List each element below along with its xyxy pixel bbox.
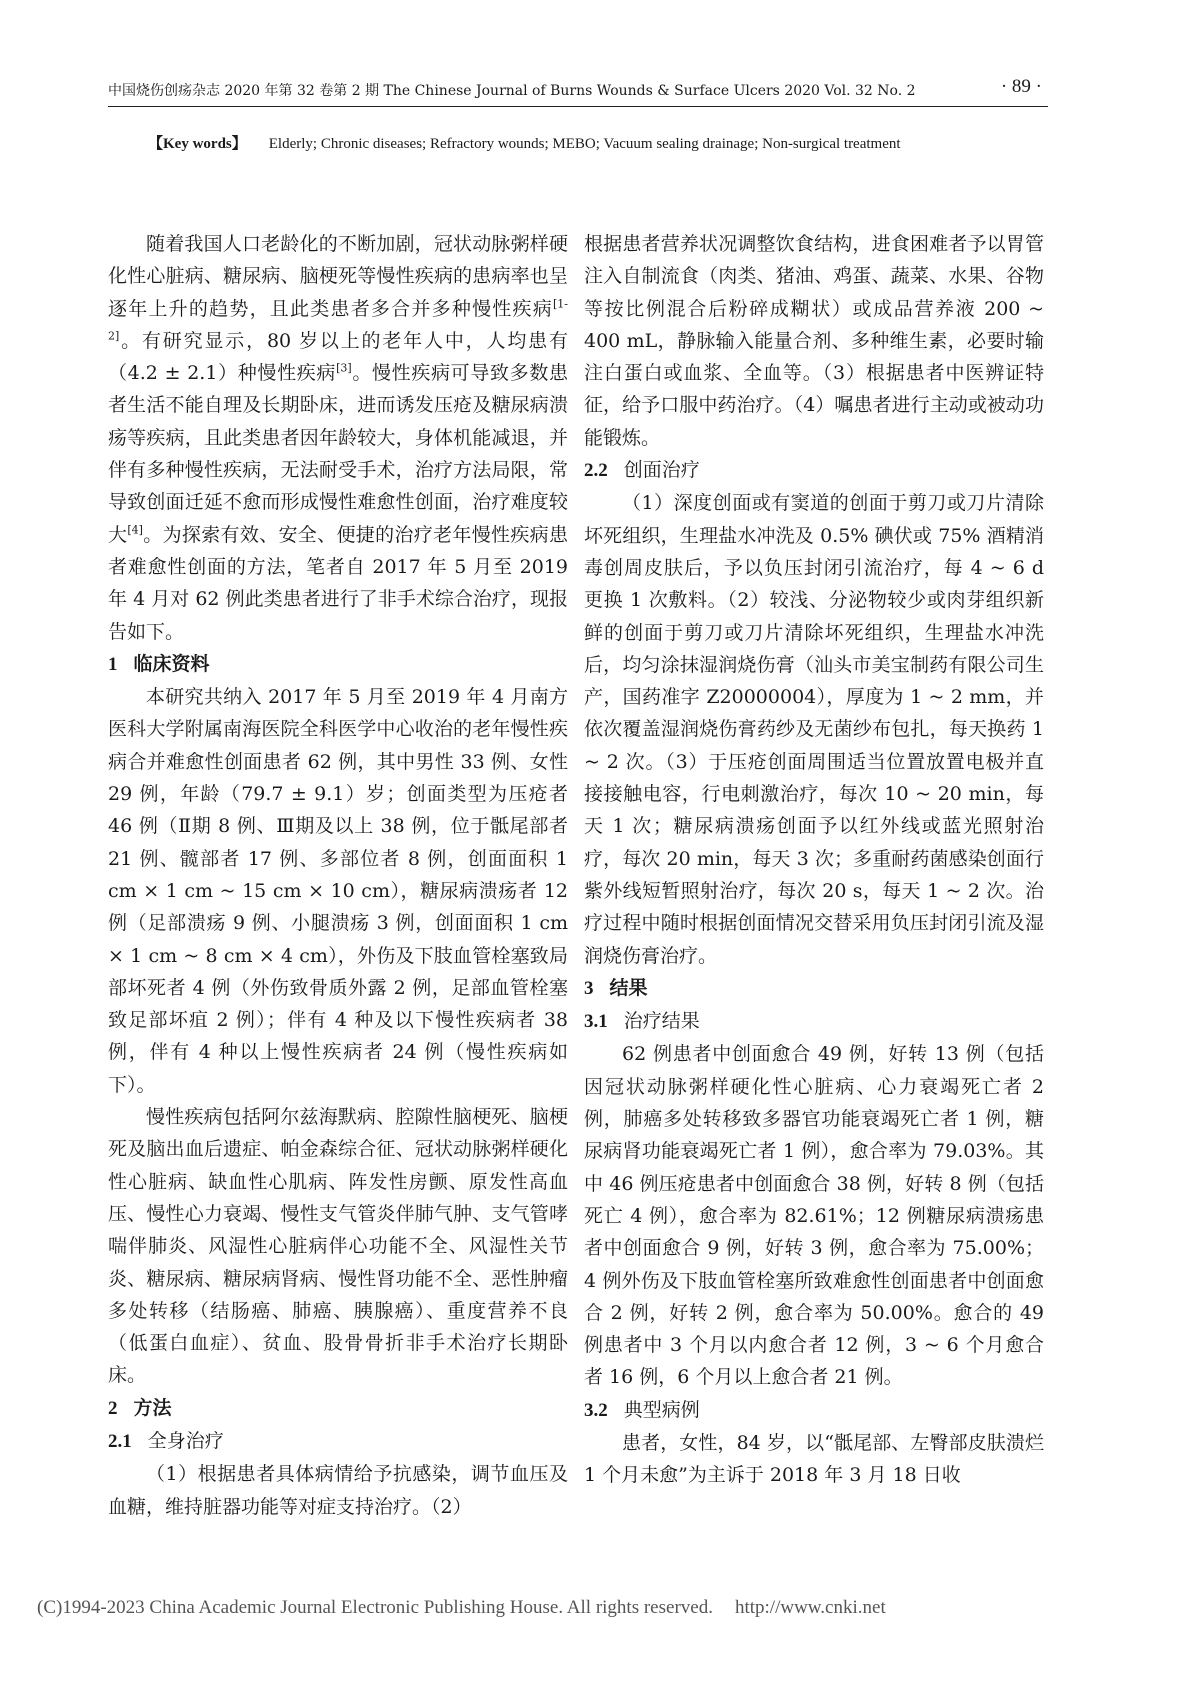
citation-ref: [4]: [127, 523, 143, 537]
running-header: [108, 78, 1048, 107]
intro-paragraph: [108, 228, 568, 648]
section-heading-2: [108, 1392, 568, 1425]
section-title: 结果: [609, 976, 648, 999]
cnki-link[interactable]: http://www.cnki.net: [734, 1597, 886, 1618]
left-column: [108, 228, 568, 1523]
body-paragraph: 本研究共纳入 2017 年 5 月至 2019 年 4 月南方医科大学附属南海医院全科医学中心收治的老年慢性疾病合并难愈性创面患者 62 例，其中男性 33 例、女性 29 例，年龄（79.7 ± 9.1）岁；创面类型为压疮者 46 例（Ⅱ期 8 例、Ⅲ期及以上 38 例，位于骶尾部者 21 例、髋部者 17 例、多部位者 8 例，创面面积 1 cm × 1 cm ~ 15 cm × 10 cm），糖尿病溃疡者 12 例（足部溃疡 9 例、小腿溃疡 3 例，创面面积 1 cm × 1 cm ~ 8 cm × 4 cm），外伤及下肢血管栓塞致局部坏死者 4 例（外伤致骨质外露 2 例，足部血管栓塞致足部坏疽 2 例）；伴有 4 种及以下慢性疾病者 38 例，伴有 4 种以上慢性疾病者 24 例（慢性疾病如下）。: [108, 686, 568, 1096]
section-number: 3.2: [584, 1399, 608, 1421]
citation-ref: [3]: [336, 361, 352, 375]
subsection-heading-3-2: [584, 1394, 1044, 1427]
intro-text-b: 。有研究显示，80 岁以上的老年人中，人均患有（4.2 ± 2.1）种慢性疾病: [108, 329, 568, 385]
body-paragraph: 患者，女性，84 岁，以“骶尾部、左臀部皮肤溃烂 1 个月未愈”为主诉于 2018 年 3 月 18 日收: [584, 1431, 1044, 1487]
keywords-text: Elderly; Chronic diseases; Refractory wounds; MEBO; Vacuum sealing drainage; Non-surgical treatment: [268, 136, 901, 152]
body-paragraph: 根据患者营养状况调整饮食结构，进食困难者予以胃管注入自制流食（肉类、猪油、鸡蛋、蔬菜、水果、谷物等按比例混合后粉碎成糊状）或成品营养液 200 ~ 400 mL，静脉输入能量合剂、多种维生素，必要时输注白蛋白或血浆、全血等。（3）根据患者中医辨证特征，给予口服中药治疗。（4）嘱患者进行主动或被动功能锻炼。: [584, 233, 1044, 449]
right-column: [584, 228, 1044, 1492]
subsection-heading-3-1: [584, 1005, 1044, 1038]
body-paragraph: （1）根据患者具体病情给予抗感染，调节血压及血糖，维持脏器功能等对症支持治疗。（2）: [108, 1463, 568, 1518]
page-number: · 89 ·: [1000, 76, 1042, 97]
keywords-block: [108, 128, 1048, 160]
section-title: 典型病例: [623, 1398, 700, 1421]
section-title: 全身治疗: [147, 1429, 224, 1452]
section-heading-3: [584, 972, 1044, 1005]
intro-text-a: 随着我国人口老龄化的不断加剧，冠状动脉粥样硬化性心脏病、糖尿病、脑梗死等慢性疾病的患病率也呈逐年上升的趋势，且此类患者多合并多种慢性疾病: [108, 233, 568, 320]
section-title: 治疗结果: [623, 1010, 700, 1033]
subsection-heading-2-1: [108, 1425, 568, 1458]
subsection-heading-2-2: [584, 454, 1044, 487]
intro-text-d: 。为探索有效、安全、便捷的治疗老年慢性疾病患者难愈性创面的方法，笔者自 2017 年 5 月至 2019 年 4 月对 62 例此类患者进行了非手术综合治疗，现报告如下。: [108, 523, 568, 643]
section-title: 创面治疗: [623, 459, 700, 482]
intro-text-c: 。慢性疾病可导致多数患者生活不能自理及长期卧床，进而诱发压疮及糖尿病溃疡等疾病，且此类患者因年龄较大，身体机能减退，并伴有多种慢性疾病，无法耐受手术，治疗方法局限，常导致创面迁延不愈而形成慢性难愈性创面，治疗难度较大: [108, 362, 568, 546]
section-number: 2.1: [108, 1430, 132, 1452]
body-paragraph: 慢性疾病包括阿尔兹海默病、腔隙性脑梗死、脑梗死及脑出血后遗症、帕金森综合征、冠状动脉粥样硬化性心脏病、缺血性心肌病、阵发性房颤、原发性高血压、慢性心力衰竭、慢性支气管炎伴肺气肿、支气管哮喘伴肺炎、风湿性心脏病伴心功能不全、风湿性关节炎、糖尿病、糖尿病肾病、慢性肾功能不全、恶性肿瘤多处转移（结肠癌、肺癌、胰腺癌）、重度营养不良（低蛋白血症）、贫血、股骨骨折非手术治疗长期卧床。: [108, 1106, 568, 1387]
section-number: 3: [584, 977, 594, 999]
keywords-label: 【Key words】: [148, 136, 247, 152]
copyright-footer: [37, 1597, 1167, 1619]
citation-ref: [1-2]: [108, 297, 568, 343]
section-number: 3.1: [584, 1011, 608, 1033]
section-title: 临床资料: [133, 652, 210, 675]
section-title: 方法: [133, 1396, 172, 1419]
journal-citation: 中国烧伤创疡杂志 2020 年第 32 卷第 2 期 The Chinese Journal of Burns Wounds & Surface Ulcers 2020 Vol. 32 No. 2: [108, 83, 916, 99]
section-heading-1: [108, 648, 568, 681]
body-paragraph: （1）深度创面或有窦道的创面于剪刀或刀片清除坏死组织，生理盐水冲洗及 0.5% 碘伏或 75% 酒精消毒创周皮肤后，予以负压封闭引流治疗，每 4 ~ 6 d 更换 1 次敷料。（2）较浅、分泌物较少或肉芽组织新鲜的创面于剪刀或刀片清除坏死组织，生理盐水冲洗后，均匀涂抹湿润烧伤膏（汕头市美宝制药有限公司生产，国药准字 Z20000004），厚度为 1 ~ 2 mm，并依次覆盖湿润烧伤膏药纱及无菌纱布包扎，每天换药 1 ~ 2 次。（3）于压疮创面周围适当位置放置电极并直接接触电容，行电刺激治疗，每次 10 ~ 20 min，每天 1 次；糖尿病溃疡创面予以红外线或蓝光照射治疗，每次 20 min，每天 3 次；多重耐药菌感染创面行紫外线短暂照射治疗，每次 20 s，每天 1 ~ 2 次。治疗过程中随时根据创面情况交替采用负压封闭引流及湿润烧伤膏治疗。: [584, 492, 1044, 967]
copyright-text: (C)1994-2023 China Academic Journal Electronic Publishing House. All rights reserved.: [37, 1597, 713, 1618]
section-number: 2.2: [584, 460, 608, 482]
section-number: 2: [108, 1397, 118, 1419]
section-number: 1: [108, 653, 118, 675]
body-paragraph: 62 例患者中创面愈合 49 例，好转 13 例（包括因冠状动脉粥样硬化性心脏病、心力衰竭死亡者 2 例，肺癌多处转移致多器官功能衰竭死亡者 1 例，糖尿病肾功能衰竭死亡者 1 例），愈合率为 79.03%。其中 46 例压疮患者中创面愈合 38 例，好转 8 例（包括死亡 4 例），愈合率为 82.61%；12 例糖尿病溃疡患者中创面愈合 9 例，好转 3 例，愈合率为 75.00%；4 例外伤及下肢血管栓塞所致难愈性创面患者中创面愈合 2 例，好转 2 例，愈合率为 50.00%。愈合的 49 例患者中 3 个月以内愈合者 12 例，3 ~ 6 个月愈合者 16 例，6 个月以上愈合者 21 例。: [584, 1043, 1044, 1389]
